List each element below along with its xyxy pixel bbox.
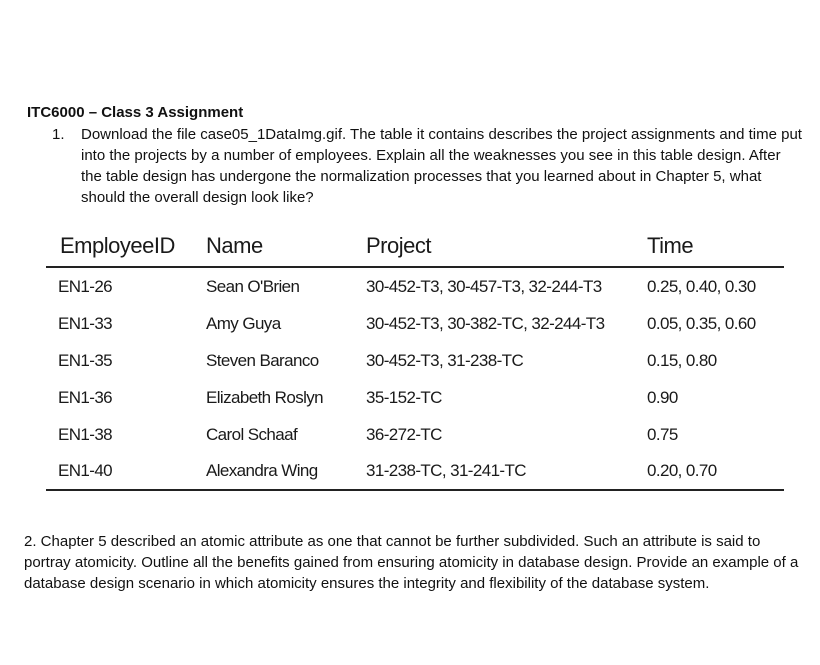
question-1-text: Download the file case05_1DataImg.gif. The table it contains describes the project assignments and time put into the projects by a number of employees. Explain all the weaknesses you see in this table design. After the table design has undergone the normalization processes that you learned about in Chapter 5, what should the overall design look like? — [81, 126, 802, 206]
header-employee-id: EmployeeID — [46, 226, 206, 267]
header-project: Project — [364, 226, 647, 267]
header-time: Time — [647, 226, 784, 267]
cell-project: 30-452-T3, 30-382-TC, 32-244-T3 — [366, 313, 605, 333]
employee-project-table — [46, 226, 784, 491]
cell-time: 0.20, 0.70 — [647, 453, 784, 490]
cell-employee-id: EN1-35 — [58, 350, 113, 370]
question-2-text: 2. Chapter 5 described an atomic attribute as one that cannot be further subdivided. Such an attribute is said to portray atomicity. Outline all the benefits gained from ensuring atomicity in database design. Provide an example of a database design scenario in which atomicity ensures the integrity and flexibility of the database system. — [24, 533, 799, 592]
table-header-row — [46, 226, 784, 267]
cell-employee-id: EN1-26 — [58, 276, 113, 296]
cell-name: Sean O'Brien — [206, 276, 300, 296]
cell-employee-id: EN1-33 — [58, 313, 113, 333]
cell-time: 0.90 — [647, 387, 678, 407]
cell-name: Elizabeth Roslyn — [206, 387, 324, 407]
cell-name: Carol Schaaf — [206, 424, 298, 444]
question-1 — [52, 124, 802, 208]
cell-time: 0.05, 0.35, 0.60 — [647, 313, 756, 333]
cell-project: 36-272-TC — [366, 424, 442, 444]
employee-project-table-image — [46, 226, 784, 491]
table-row — [46, 416, 784, 453]
cell-name: Amy Guya — [206, 313, 281, 333]
cell-time: 0.15, 0.80 — [647, 350, 717, 370]
table-row — [46, 305, 784, 342]
question-1-number: 1. — [52, 126, 65, 143]
table-row — [46, 379, 784, 416]
cell-employee-id: EN1-36 — [58, 387, 113, 407]
cell-time: 0.25, 0.40, 0.30 — [647, 276, 756, 296]
table-row — [46, 453, 784, 490]
cell-name: Steven Baranco — [206, 350, 319, 370]
cell-project: 31-238-TC, 31-241-TC — [364, 453, 647, 490]
cell-employee-id: EN1-38 — [58, 424, 113, 444]
cell-time: 0.75 — [647, 424, 678, 444]
header-name: Name — [206, 226, 364, 267]
cell-project: 30-452-T3, 30-457-T3, 32-244-T3 — [366, 276, 602, 296]
cell-name: Alexandra Wing — [206, 453, 364, 490]
cell-project: 35-152-TC — [366, 387, 442, 407]
cell-project: 30-452-T3, 31-238-TC — [366, 350, 524, 370]
table-row — [46, 342, 784, 379]
table-row — [46, 267, 784, 305]
cell-employee-id: EN1-40 — [46, 453, 206, 490]
assignment-title: ITC6000 – Class 3 Assignment — [27, 104, 244, 121]
